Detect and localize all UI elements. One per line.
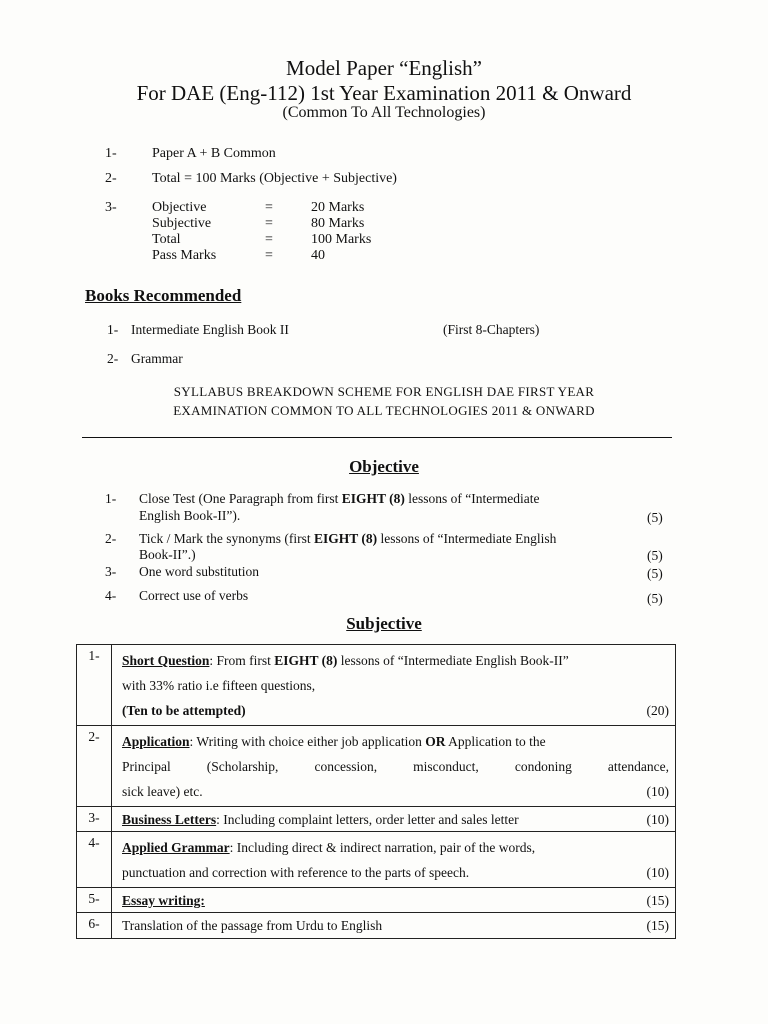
row-line (122, 891, 669, 910)
objective-item-marks: (5) (647, 548, 663, 563)
objective-item-marks: (5) (647, 566, 663, 581)
table-row (77, 888, 676, 913)
marks-equals: = (265, 232, 273, 247)
row-title: Applied Grammar (122, 840, 230, 855)
row-line: Principal (Scholarship, concession, misconduct, condoning attendance, (122, 759, 669, 774)
text-segment: Close Test (One Paragraph from first (139, 491, 342, 506)
text-segment: : From first (209, 653, 275, 668)
objective-item-text (139, 491, 539, 507)
row-line (122, 729, 669, 754)
book-item-title: Intermediate English Book II (131, 322, 289, 337)
row-line-text (122, 810, 519, 829)
info-item-2-text: Total = 100 Marks (Objective + Subjective) (152, 171, 397, 186)
row-emphasis: (Ten to be attempted) (122, 703, 246, 718)
objective-item-number: 2- (105, 531, 117, 546)
row-line (122, 779, 669, 804)
objective-item-number: 3- (105, 564, 117, 579)
text-segment: : Writing with choice either job application (189, 734, 426, 749)
section-divider (82, 437, 672, 438)
objective-item-number: 1- (105, 491, 117, 506)
bold-segment: OR (425, 734, 446, 749)
marks-label: Subjective (152, 216, 212, 231)
text-segment: : Including complaint letters, order letter and sales letter (216, 812, 519, 827)
row-content (112, 645, 676, 726)
table-row (77, 726, 676, 807)
objective-item-text (139, 531, 556, 547)
book-item-note: (First 8-Chapters) (443, 322, 540, 337)
row-marks: (15) (646, 918, 669, 933)
row-line (122, 810, 669, 829)
row-content (112, 726, 676, 807)
row-line: with 33% ratio i.e fifteen questions, (122, 678, 316, 693)
objective-item-number: 4- (105, 588, 117, 603)
objective-heading: Objective (349, 457, 419, 476)
row-line (122, 698, 669, 723)
book-item-number: 2- (107, 351, 119, 366)
syllabus-line-1: SYLLABUS BREAKDOWN SCHEME FOR ENGLISH DAE FIRST YEAR (173, 384, 595, 399)
row-content (112, 888, 676, 913)
text-segment: Translation of the passage from Urdu to English (122, 918, 383, 933)
marks-value: 100 Marks (311, 232, 372, 247)
info-item-3-number: 3- (105, 200, 117, 215)
row-line (122, 860, 669, 885)
info-item-1-text: Paper A + B Common (152, 146, 276, 161)
marks-value: 20 Marks (311, 200, 365, 215)
objective-item-text: Correct use of verbs (139, 588, 249, 603)
page-note: (Common To All Technologies) (282, 104, 486, 121)
marks-equals: = (265, 216, 273, 231)
objective-item-marks: (5) (647, 510, 663, 525)
text-segment: sick leave) etc. (122, 784, 203, 799)
row-title: Short Question (122, 653, 210, 668)
bold-segment: EIGHT (8) (341, 491, 405, 506)
row-title: Application (122, 734, 190, 749)
row-title: Essay writing: (122, 893, 205, 908)
table-row (77, 807, 676, 832)
row-content (112, 807, 676, 832)
book-item-number: 1- (107, 322, 119, 337)
bold-segment: EIGHT (8) (274, 653, 338, 668)
row-marks: (10) (646, 865, 669, 880)
row-content (112, 913, 676, 939)
row-marks: (10) (646, 784, 669, 799)
objective-item-text: One word substitution (139, 564, 259, 579)
row-marks: (10) (646, 812, 669, 827)
text-segment: : Including direct & indirect narration, pair of the words, (229, 840, 536, 855)
text-segment: lessons of “Intermediate English Book-II” (337, 653, 569, 668)
page-title: Model Paper “English” (286, 56, 482, 80)
marks-equals: = (265, 200, 273, 215)
marks-value: 40 (311, 248, 325, 263)
row-number: 1- (77, 645, 112, 726)
books-heading: Books Recommended (85, 286, 242, 305)
text-segment: lessons of “Intermediate (404, 491, 540, 506)
table-row (77, 832, 676, 888)
row-marks: (15) (646, 893, 669, 908)
row-number: 6- (77, 913, 112, 939)
marks-equals: = (265, 248, 273, 263)
row-line (122, 648, 669, 673)
text-segment: Tick / Mark the synonyms (first (139, 531, 314, 546)
objective-item-marks: (5) (647, 591, 663, 606)
text-segment: Application to the (445, 734, 546, 749)
table-row (77, 913, 676, 939)
subjective-heading: Subjective (346, 614, 422, 633)
row-line (122, 835, 669, 860)
table-row (77, 645, 676, 726)
book-item-title: Grammar (131, 351, 183, 366)
syllabus-line-2: EXAMINATION COMMON TO ALL TECHNOLOGIES 2011 & ONWARD (173, 403, 595, 418)
marks-label: Pass Marks (152, 248, 217, 263)
bold-segment: EIGHT (8) (314, 531, 378, 546)
row-line (122, 916, 669, 935)
row-number: 4- (77, 832, 112, 888)
row-title: Business Letters (122, 812, 217, 827)
row-number: 2- (77, 726, 112, 807)
row-number: 3- (77, 807, 112, 832)
row-number: 5- (77, 888, 112, 913)
row-marks: (20) (646, 703, 669, 718)
objective-item-text-cont: English Book-II”). (139, 508, 241, 523)
info-item-2-number: 2- (105, 171, 117, 186)
text-segment: lessons of “Intermediate English (377, 531, 557, 546)
marks-value: 80 Marks (311, 216, 365, 231)
info-item-1-number: 1- (105, 146, 117, 161)
marks-label: Objective (152, 200, 207, 215)
subjective-table (76, 644, 676, 939)
objective-item-text-cont: Book-II”.) (139, 547, 196, 562)
row-content (112, 832, 676, 888)
text-segment: punctuation and correction with reference to the parts of speech. (122, 865, 470, 880)
marks-label: Total (152, 232, 181, 247)
page-subtitle: For DAE (Eng-112) 1st Year Examination 2011 & Onward (136, 81, 632, 105)
